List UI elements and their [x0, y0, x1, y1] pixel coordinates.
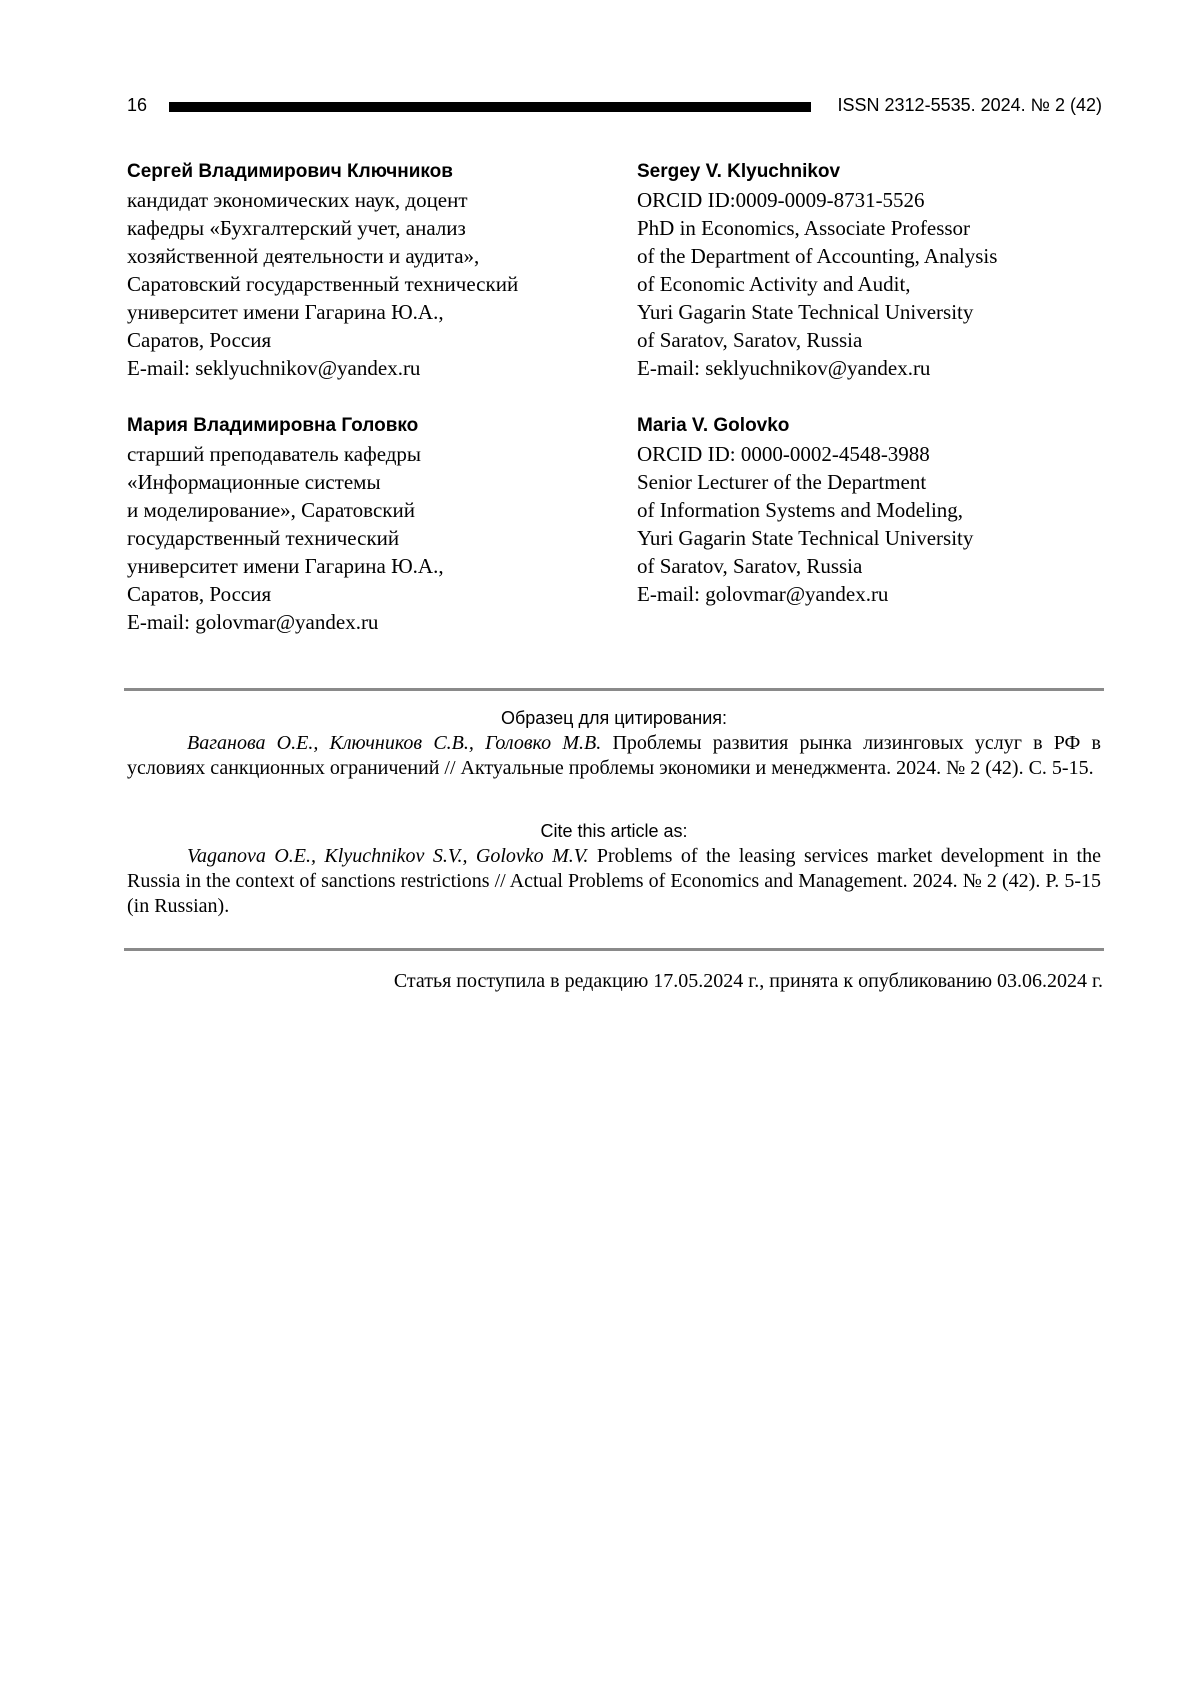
- citation-en-text: Problems of the leasing services market development in the Russia in the context of sanctions restrictions // Actual Problems of Economics and Management. 2024. № 2 (42). P. 5-15 (in Russian).: [127, 845, 1101, 917]
- author-affiliation-line: государственный технический: [127, 526, 400, 550]
- citation-heading-ru: Образец для цитирования:: [500, 708, 728, 728]
- author-affiliation-line: of Saratov, Saratov, Russia: [637, 328, 863, 352]
- page-header: [127, 92, 1102, 122]
- author-orcid: ORCID ID:0009-0009-8731-5526: [637, 188, 925, 212]
- citation-en: [127, 844, 1101, 919]
- author-name: Maria V. Golovko: [637, 415, 790, 436]
- article-received-note: Статья поступила в редакцию 17.05.2024 г., принята к опубликованию 03.06.2024 г.: [393, 970, 1103, 992]
- author-affiliation-line: of Information Systems and Modeling,: [637, 498, 964, 522]
- page-number: 16: [127, 95, 148, 115]
- author-email: E-mail: seklyuchnikov@yandex.ru: [637, 356, 931, 380]
- author-affiliation-line: кандидат экономических наук, доцент: [127, 188, 468, 212]
- author-ru-1: [127, 158, 518, 382]
- author-affiliation-line: of Economic Activity and Audit,: [637, 272, 911, 296]
- citation-bottom-rule: [124, 948, 1104, 951]
- author-affiliation-line: PhD in Economics, Associate Professor: [637, 216, 971, 240]
- author-email: E-mail: golovmar@yandex.ru: [127, 610, 379, 634]
- author-email: E-mail: seklyuchnikov@yandex.ru: [127, 356, 421, 380]
- author-affiliation-line: of Saratov, Saratov, Russia: [637, 554, 863, 578]
- citation-heading-en: Cite this article as:: [540, 821, 688, 841]
- author-affiliation-line: кафедры «Бухгалтерский учет, анализ: [127, 216, 466, 240]
- citation-ru-text: Проблемы развития рынка лизинговых услуг в РФ в условиях санкционных ограничений // Актуальные проблемы экономики и менеджмента. 2024. № 2 (42). С. 5-15.: [127, 732, 1101, 779]
- author-name: Sergey V. Klyuchnikov: [637, 161, 841, 182]
- author-ru-2: [127, 412, 444, 636]
- citation-ru-authors: Ваганова О.Е., Ключников С.В., Головко М.В.: [187, 732, 602, 754]
- author-affiliation-line: «Информационные системы: [127, 470, 381, 494]
- citation-section: [124, 688, 1104, 951]
- author-affiliation-line: Senior Lecturer of the Department: [637, 470, 927, 494]
- citation-ru: [127, 731, 1101, 781]
- citation-en-authors: Vaganova O.E., Klyuchnikov S.V., Golovko M.V.: [187, 845, 589, 867]
- author-affiliation-line: университет имени Гагарина Ю.А.,: [127, 300, 444, 324]
- author-orcid: ORCID ID: 0000-0002-4548-3988: [637, 442, 930, 466]
- author-affiliation-line: и моделирование», Саратовский: [127, 498, 415, 522]
- author-affiliation-line: Yuri Gagarin State Technical University: [637, 300, 974, 324]
- author-name: Мария Владимировна Головко: [127, 415, 419, 436]
- author-affiliation-line: старший преподаватель кафедры: [127, 442, 422, 466]
- author-affiliation-line: Саратов, Россия: [127, 328, 272, 352]
- author-affiliation-line: Саратов, Россия: [127, 582, 272, 606]
- header-rule: [169, 102, 811, 112]
- author-affiliation-line: университет имени Гагарина Ю.А.,: [127, 554, 444, 578]
- author-name: Сергей Владимирович Ключников: [127, 161, 453, 182]
- author-en-2: [637, 412, 973, 608]
- journal-issn: ISSN 2312-5535. 2024. № 2 (42): [837, 95, 1102, 115]
- author-affiliation-line: of the Department of Accounting, Analysis: [637, 244, 998, 268]
- author-affiliation-line: Yuri Gagarin State Technical University: [637, 526, 974, 550]
- author-en-1: [637, 158, 997, 382]
- author-affiliation-line: хозяйственной деятельности и аудита»,: [127, 244, 480, 268]
- author-email: E-mail: golovmar@yandex.ru: [637, 582, 889, 606]
- citation-top-rule: [124, 688, 1104, 691]
- author-affiliation-line: Саратовский государственный технический: [127, 272, 519, 296]
